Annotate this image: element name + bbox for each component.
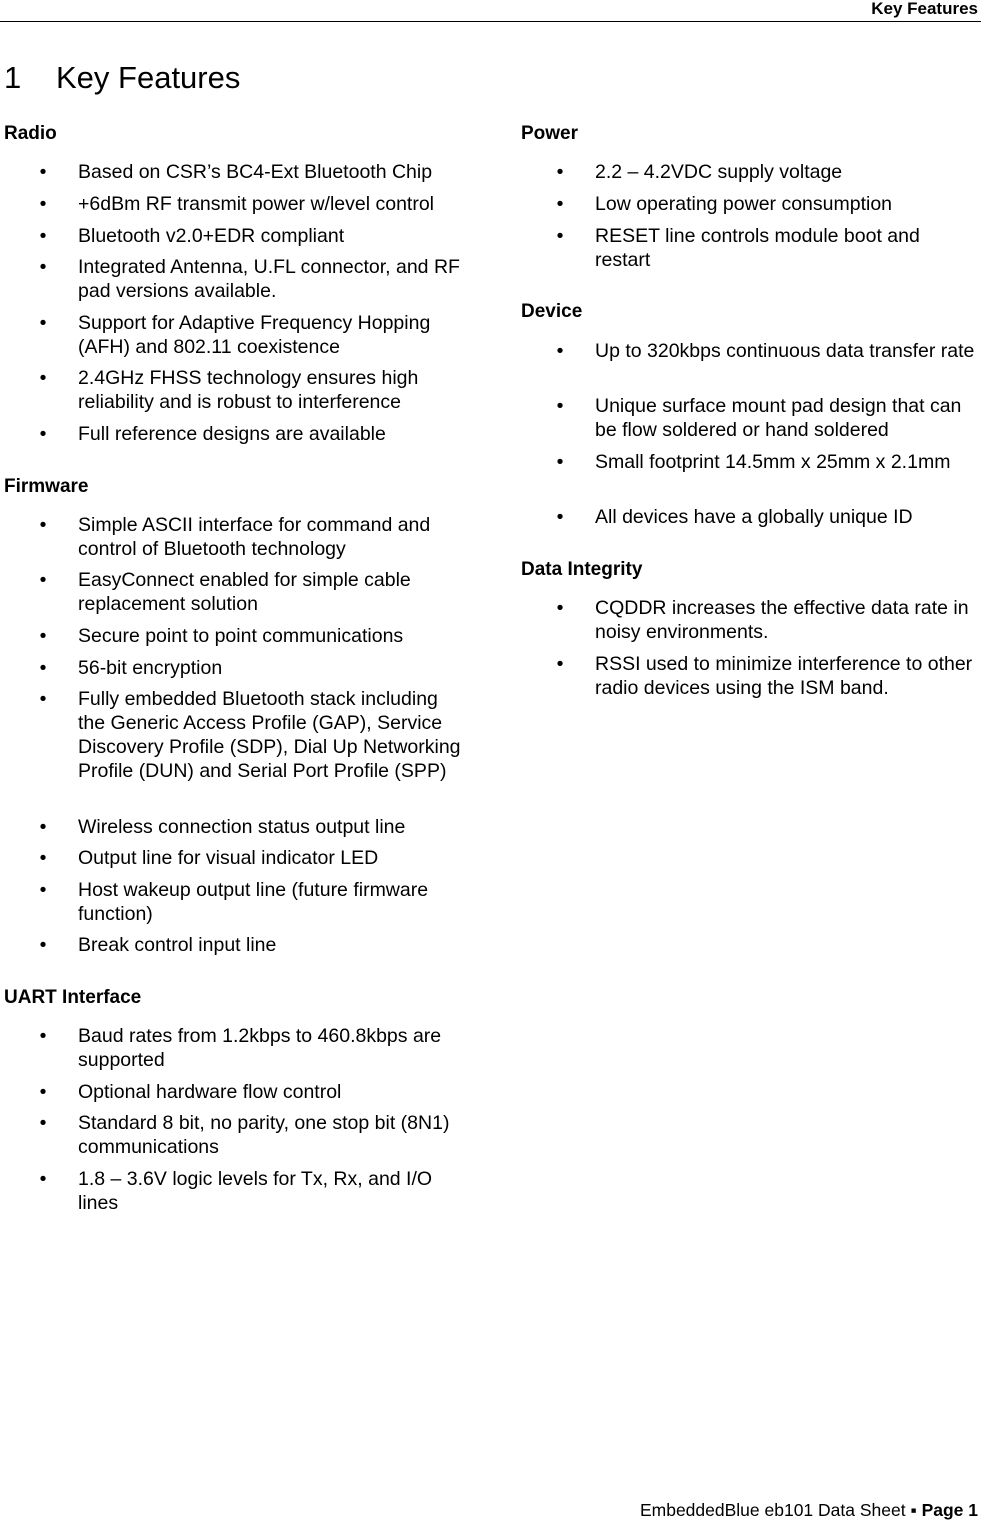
list-item: • All devices have a globally unique ID bbox=[556, 506, 913, 528]
list-item: • Standard 8 bit, no parity, one stop bit (8N1) communications bbox=[39, 1112, 450, 1158]
bullet-icon: • bbox=[39, 625, 47, 647]
bullet-icon: • bbox=[556, 193, 564, 215]
footer-page-number: Page 1 bbox=[921, 1500, 978, 1520]
list-item: • Output line for visual indicator LED bbox=[39, 847, 379, 869]
list-item: • Full reference designs are available bbox=[39, 423, 386, 445]
header-title: Key Features bbox=[871, 0, 978, 18]
group-heading-firmware: Firmware bbox=[4, 476, 89, 497]
list-item: • Fully embedded Bluetooth stack including the Generic Access Profile (GAP), Service Discovery Profile (SDP), Dial Up Networking Profile (DUN) and Serial Port Profile (SPP) bbox=[39, 688, 461, 782]
list-item: • Bluetooth v2.0+EDR compliant bbox=[39, 225, 345, 247]
list-item: • Host wakeup output line (future firmware function) bbox=[39, 879, 429, 925]
list-item: • Low operating power consumption bbox=[556, 193, 893, 215]
bullet-icon: • bbox=[39, 423, 47, 445]
list-item: • +6dBm RF transmit power w/level control bbox=[39, 193, 434, 215]
footer-doc-title: EmbeddedBlue eb101 Data Sheet bbox=[639, 1500, 906, 1520]
bullet-icon: • bbox=[39, 569, 47, 591]
section-title bbox=[4, 60, 240, 96]
bullet-icon: • bbox=[39, 816, 47, 838]
bullet-icon: • bbox=[39, 847, 47, 869]
bullet-icon: • bbox=[39, 1112, 47, 1134]
list-item: • EasyConnect enabled for simple cable replacement solution bbox=[39, 569, 411, 615]
group-heading-uart-interface: UART Interface bbox=[4, 987, 142, 1008]
bullet-icon: • bbox=[39, 657, 47, 679]
bullet-icon: • bbox=[39, 1025, 47, 1047]
page-footer bbox=[640, 1500, 978, 1520]
bullet-icon: • bbox=[556, 506, 564, 528]
bullet-icon: • bbox=[556, 451, 564, 473]
bullet-icon: • bbox=[556, 161, 564, 183]
bullet-icon: • bbox=[39, 688, 47, 710]
section-number: 1 bbox=[4, 60, 22, 95]
bullet-icon: • bbox=[556, 597, 564, 619]
bullet-icon: • bbox=[556, 225, 564, 247]
bullet-icon: • bbox=[39, 312, 47, 334]
list-item: • Baud rates from 1.2kbps to 460.8kbps are supported bbox=[39, 1025, 442, 1071]
bullet-icon: • bbox=[39, 193, 47, 215]
group-heading-data-integrity: Data Integrity bbox=[521, 559, 643, 580]
list-item: • 56-bit encryption bbox=[39, 657, 223, 679]
list-item: • Optional hardware flow control bbox=[39, 1081, 342, 1103]
list-item: • RSSI used to minimize interference to other radio devices using the ISM band. bbox=[556, 653, 973, 699]
bullet-icon: • bbox=[39, 514, 47, 536]
group-heading-device: Device bbox=[521, 301, 583, 322]
bullet-icon: • bbox=[556, 340, 564, 362]
section-title-text: Key Features bbox=[56, 60, 241, 95]
list-item: • Support for Adaptive Frequency Hopping (AFH) and 802.11 coexistence bbox=[39, 312, 431, 358]
list-item: • Based on CSR’s BC4-Ext Bluetooth Chip bbox=[39, 161, 433, 183]
bullet-icon: • bbox=[39, 225, 47, 247]
group-heading-radio: Radio bbox=[4, 123, 57, 144]
list-item: • Unique surface mount pad design that can be flow soldered or hand soldered bbox=[556, 395, 962, 441]
list-item: • 2.4GHz FHSS technology ensures high reliability and is robust to interference bbox=[39, 367, 419, 413]
list-item: • CQDDR increases the effective data rate in noisy environments. bbox=[556, 597, 969, 643]
bullet-icon: • bbox=[39, 161, 47, 183]
list-item: • Secure point to point communications bbox=[39, 625, 404, 647]
footer-separator: ▪ bbox=[910, 1500, 917, 1520]
bullet-icon: • bbox=[556, 395, 564, 417]
list-item: • Small footprint 14.5mm x 25mm x 2.1mm bbox=[556, 451, 951, 473]
group-heading-power: Power bbox=[521, 123, 579, 144]
bullet-icon: • bbox=[39, 367, 47, 389]
list-item: • RESET line controls module boot and restart bbox=[556, 225, 920, 271]
bullet-icon: • bbox=[39, 879, 47, 901]
list-item: • Wireless connection status output line bbox=[39, 816, 406, 838]
list-item: • 1.8 – 3.6V logic levels for Tx, Rx, and I/O lines bbox=[39, 1168, 433, 1214]
list-item: • Up to 320kbps continuous data transfer rate bbox=[556, 340, 975, 362]
page-header bbox=[0, 0, 981, 22]
bullet-icon: • bbox=[39, 1168, 47, 1190]
bullet-icon: • bbox=[39, 934, 47, 956]
list-item: • Break control input line bbox=[39, 934, 277, 956]
bullet-icon: • bbox=[556, 653, 564, 675]
bullet-icon: • bbox=[39, 256, 47, 278]
list-item: • 2.2 – 4.2VDC supply voltage bbox=[556, 161, 843, 183]
bullet-icon: • bbox=[39, 1081, 47, 1103]
list-item: • Simple ASCII interface for command and control of Bluetooth technology bbox=[39, 514, 431, 560]
list-item: • Integrated Antenna, U.FL connector, and RF pad versions available. bbox=[39, 256, 460, 302]
